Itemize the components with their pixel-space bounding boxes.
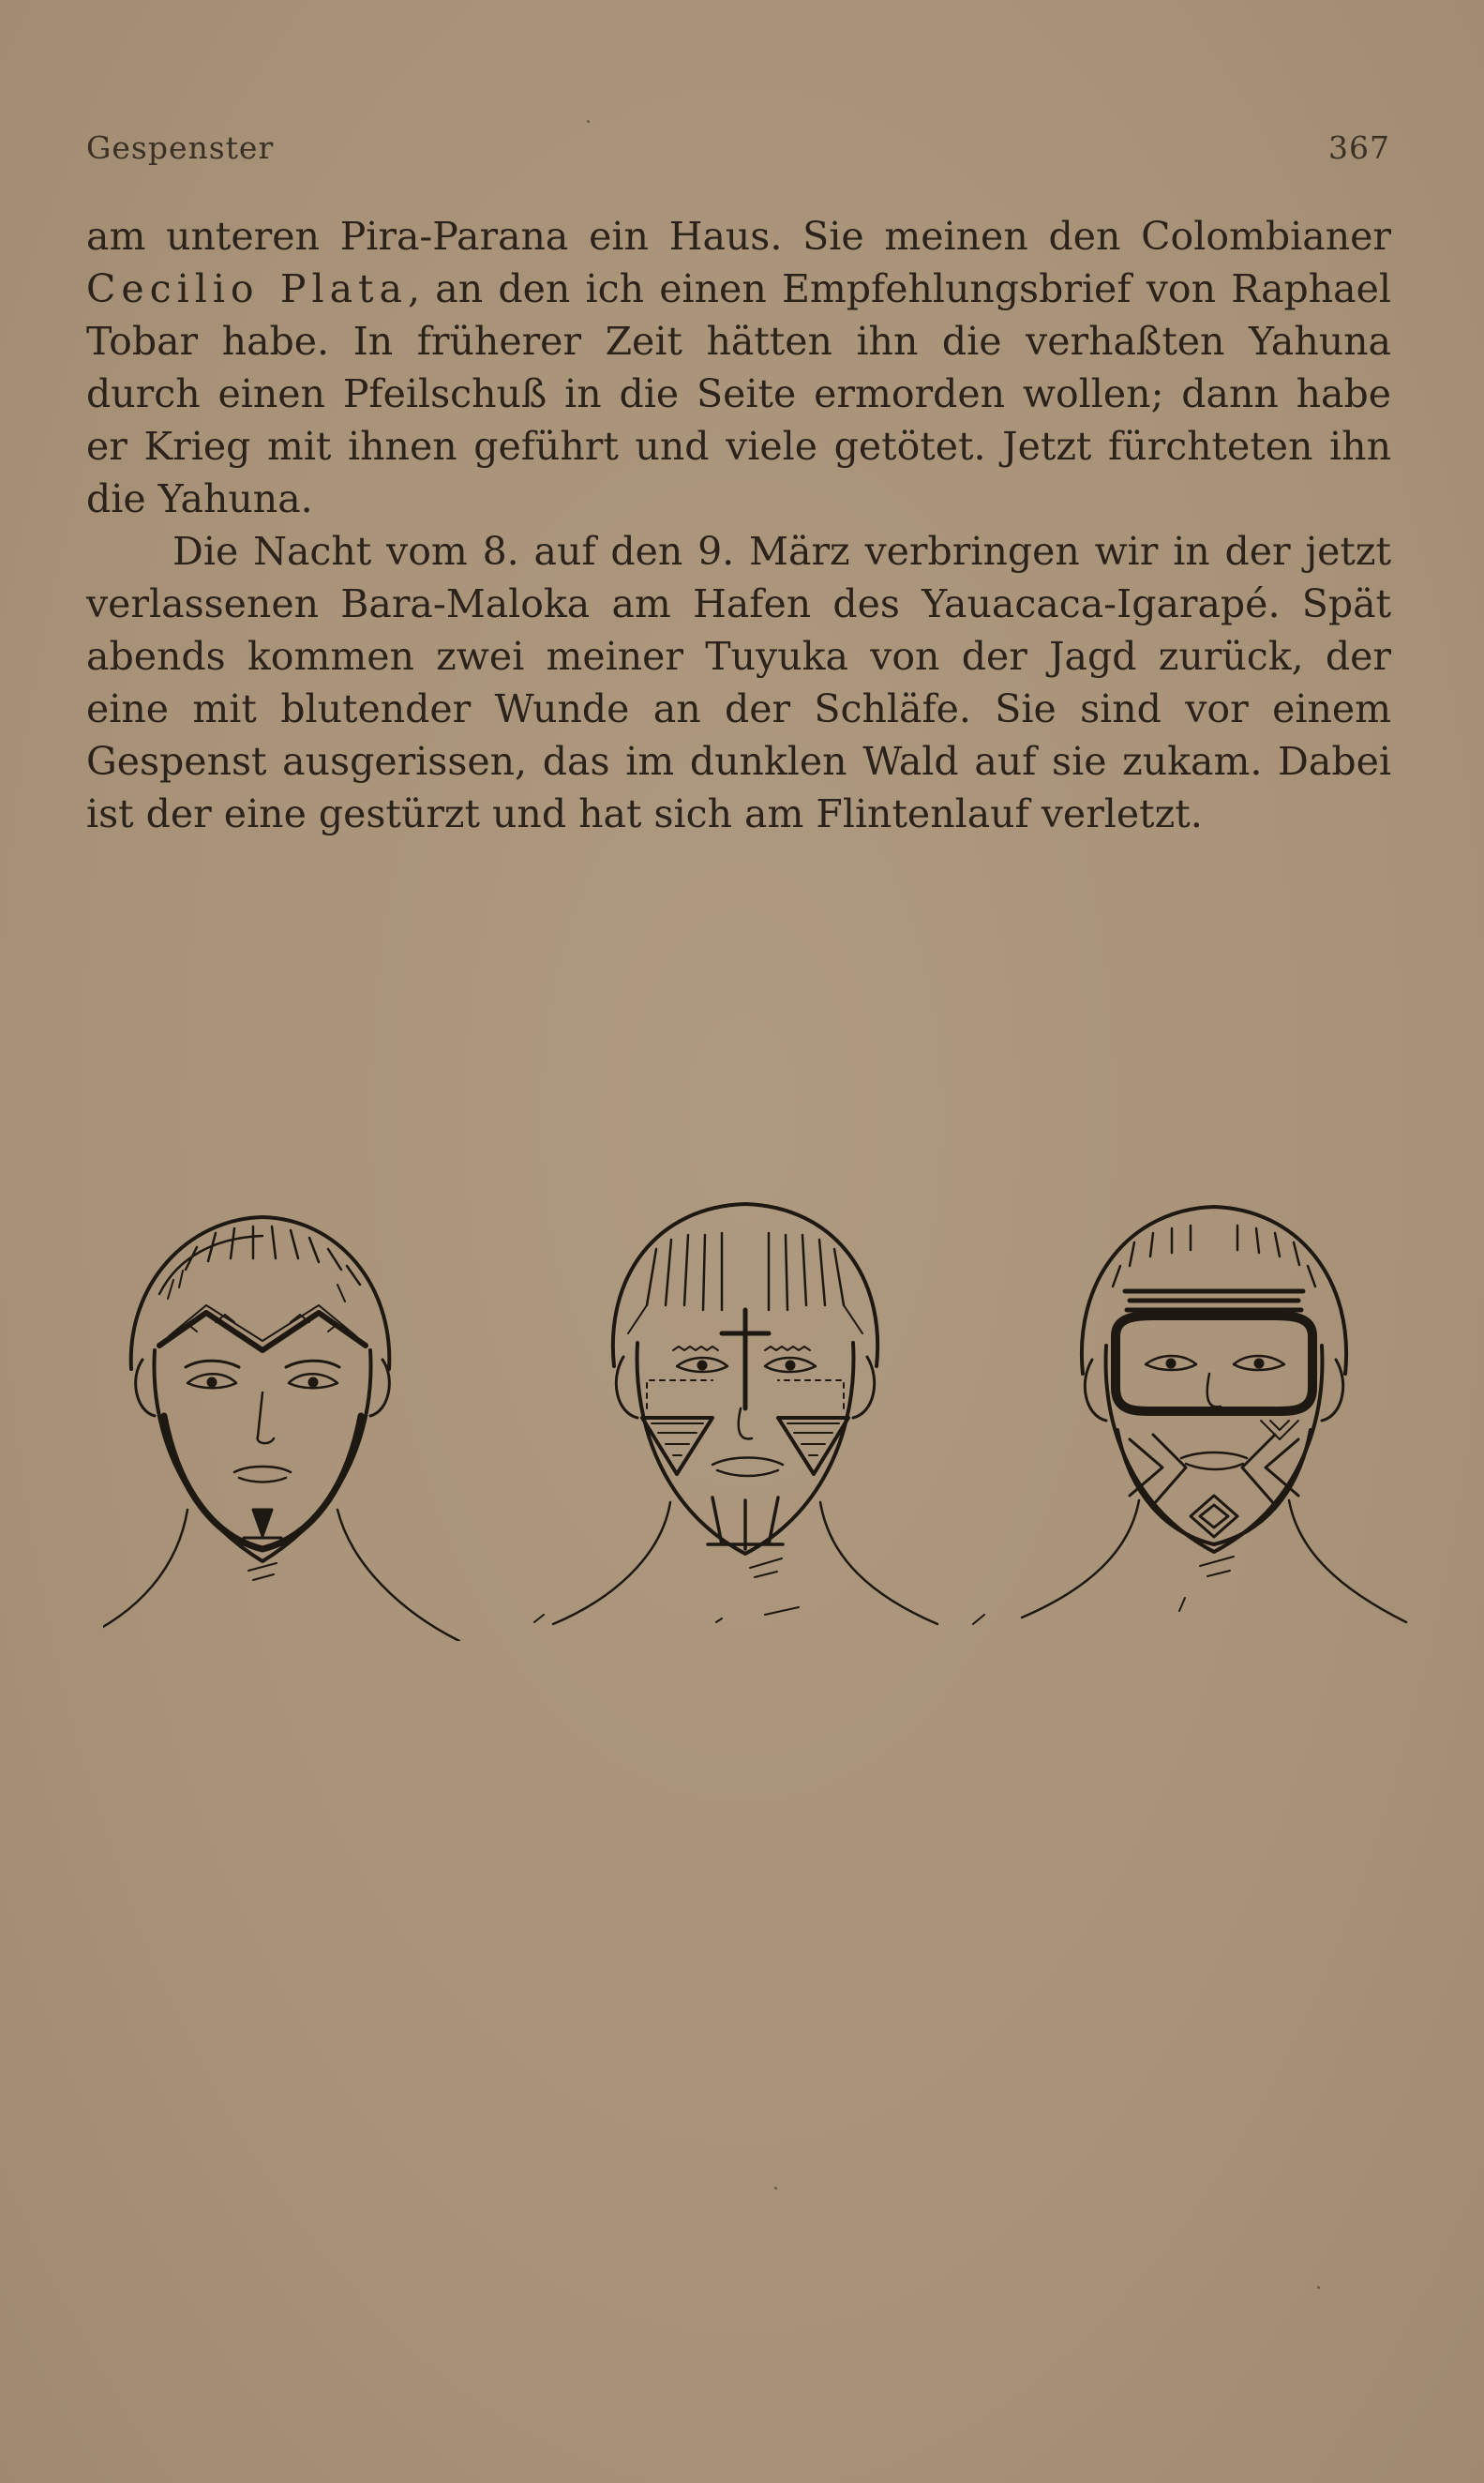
page-number: 367: [1328, 129, 1390, 166]
body-text: [86, 210, 1391, 840]
paragraph-1-spaced-name: Cecilio Plata: [86, 266, 408, 311]
running-title: Gespenster: [86, 129, 275, 166]
paper-speck: [587, 120, 590, 123]
paper-speck: [774, 2187, 777, 2190]
paragraph-2: Die Nacht vom 8. auf den 9. März verbringen wir in der jetzt verlassenen Bara-Maloka am Hafen des Yauacaca-Igarapé. Spät abends kommen zwei meiner Tuyuka von der Jagd zurück, der eine mit blutender Wunde an der Schläfe. Sie sind vor einem Gespenst ausgerissen, das im dunklen Wald auf sie zukam. Dabei ist der eine gestürzt und hat sich am Flintenlauf verletzt.: [86, 529, 1391, 836]
face-drawing-1: [103, 1217, 459, 1641]
face-drawing-2: [553, 1204, 937, 1624]
paragraph-1-lead: am unteren Pira-Parana ein Haus. Sie meinen den Colombianer: [86, 214, 1391, 259]
face-drawing-3: [1022, 1207, 1406, 1622]
paragraph-1-rest: , an den ich einen Empfehlungsbrief von Raphael Tobar habe. In früherer Zeit hätten ihn die verhaßten Yahuna durch einen Pfeilschuß in die Seite ermorden wollen; dann habe er Krieg mit ihnen geführt und viele getötet. Jetzt fürchteten ihn die Yahuna.: [86, 266, 1391, 521]
paper-speck: [1317, 2286, 1320, 2289]
face-paint-illustration: [103, 1191, 1416, 1641]
paragraph-1: [86, 210, 1391, 525]
running-head: [86, 129, 1390, 166]
